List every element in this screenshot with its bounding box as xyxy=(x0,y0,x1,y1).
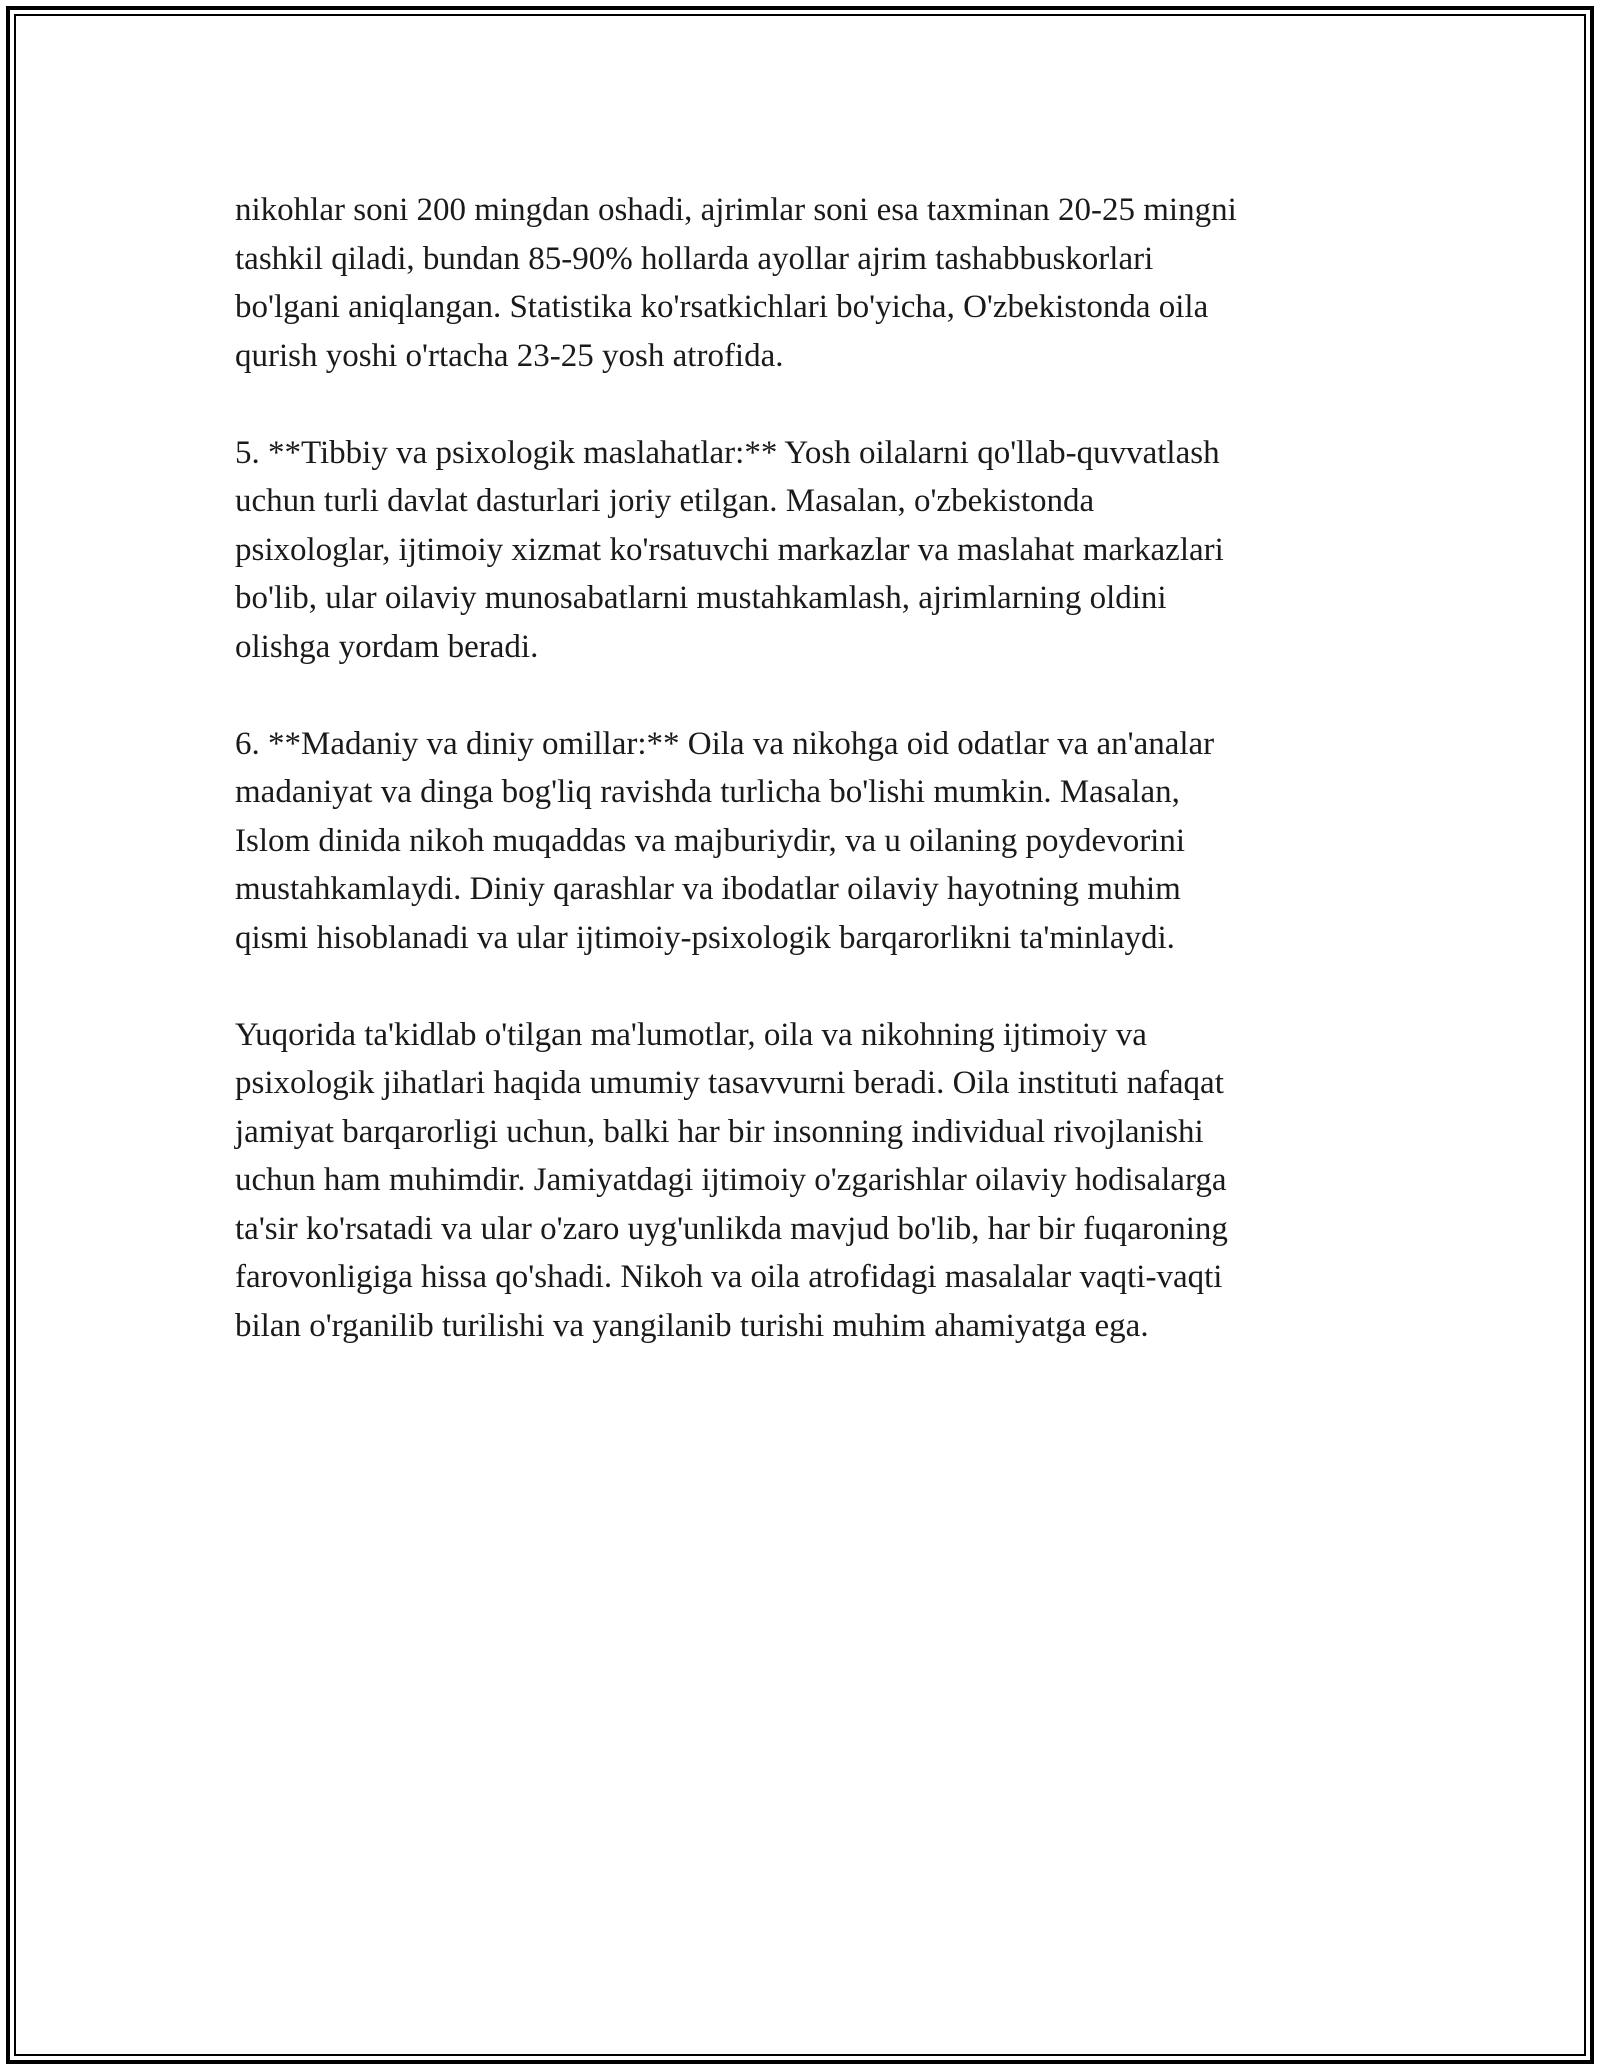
paragraph-medical-psychological-advice: 5. **Tibbiy va psixologik maslahatlar:** Yosh oilalarni qo'llab-quvvatlash uchun turli davlat dasturlari joriy etilgan. Masalan, o'zbekistonda psixologlar, ijtimoiy xizmat ko'rsatuvchi markazlar va maslahat markazlari bo'lib, ular oilaviy munosabatlarni mustahkamlash, ajrimlarning oldini olishga yordam beradi. xyxy=(235,434,1224,665)
paragraph-conclusion: Yuqorida ta'kidlab o'tilgan ma'lumotlar, oila va nikohning ijtimoiy va psixologik jihatlari haqida umumiy tasavvurni beradi. Oila instituti nafaqat jamiyat barqarorligi uchun, balki har bir insonning individual rivojlanishi uchun ham muhimdir. Jamiyatdagi ijtimoiy o'zgarishlar oilaviy hodisalarga ta'sir ko'rsatadi va ular o'zaro uyg'unlikda mavjud bo'lib, har bir fuqaroning farovonligiga hissa qo'shadi. Nikoh va oila atrofidagi masalalar vaqti-vaqti bilan o'rganilib turilishi va yangilanib turishi muhim ahamiyatga ega. xyxy=(235,1016,1228,1344)
paragraph-marriage-statistics: nikohlar soni 200 mingdan oshadi, ajrimlar soni esa taxminan 20-25 mingni tashkil qiladi, bundan 85-90% hollarda ayollar ajrim tashabbuskorlari bo'lgani aniqlangan. Statistika ko'rsatkichlari bo'yicha, O'zbekistonda oila qurish yoshi o'rtacha 23-25 yosh atrofida. xyxy=(235,192,1237,374)
document-body xyxy=(235,186,1375,1399)
paragraph-cultural-religious-factors: 6. **Madaniy va diniy omillar:** Oila va nikohga oid odatlar va an'analar madaniyat va dinga bog'liq ravishda turlicha bo'lishi mumkin. Masalan, Islom dinida nikoh muqaddas va majburiydir, va u oilaning poydevorini mustahkamlaydi. Diniy qarashlar va ibodatlar oilaviy hayotning muhim qismi hisoblanadi va ular ijtimoiy-psixologik barqarorlikni ta'minlaydi. xyxy=(235,725,1215,956)
